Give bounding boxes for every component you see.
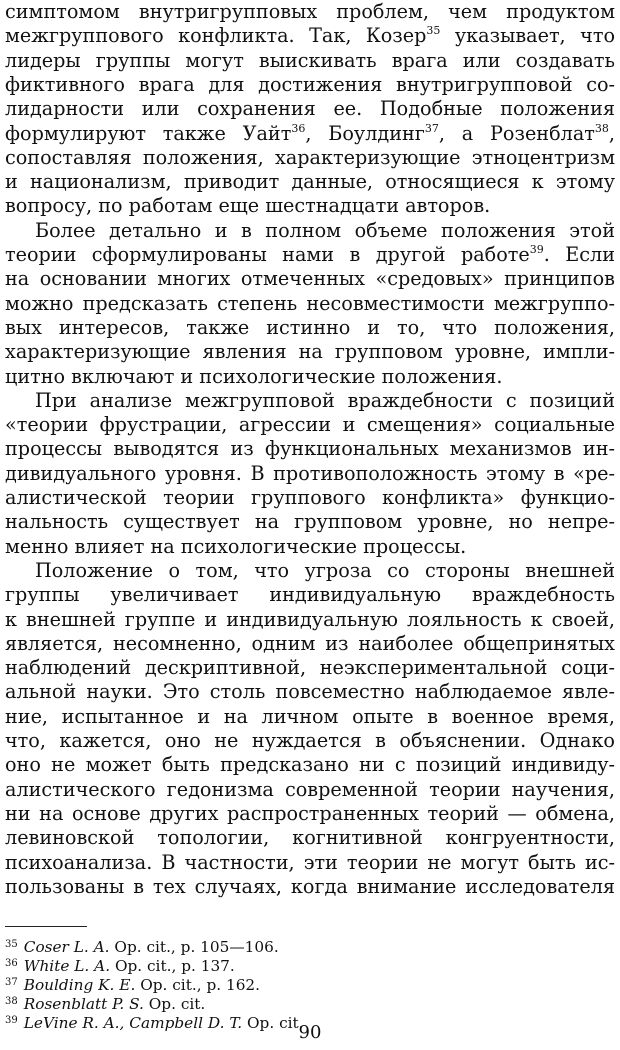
text-line [5, 729, 615, 753]
footnote-divider [5, 926, 87, 927]
text-line [5, 122, 615, 146]
text-run: процессы выводятся из функциональных механизмов ин- [5, 437, 615, 461]
text-line [5, 826, 615, 850]
text-line [5, 49, 615, 73]
footnote-reference: Op. cit., p. 162. [140, 976, 261, 994]
text-line [5, 851, 615, 875]
text-run: группы увеличивает индивидуальную враждебность [5, 583, 615, 607]
text-run: лидарности или сохранения ее. Подобные положения [5, 97, 615, 121]
text-line [5, 778, 615, 802]
footnote-ref[interactable]: 39 [529, 243, 544, 256]
footnote-author: Coser L. A. [23, 938, 110, 956]
text-line [5, 486, 615, 510]
text-run: вых интересов, также истинно и то, что положения, [5, 315, 615, 339]
text-run: на основании многих отмеченных «средовых» принципов [5, 267, 615, 291]
text-line [5, 705, 615, 729]
footnote-ref[interactable]: 36 [291, 121, 306, 135]
text-run: цитно включают и психологические положения. [5, 364, 503, 388]
text-line [5, 73, 615, 97]
text-run: к внешней группе и индивидуальную лояльность к своей, [5, 607, 615, 631]
text-line [5, 656, 615, 680]
text-line [5, 632, 615, 656]
text-line [5, 243, 615, 267]
text-line [5, 219, 615, 243]
text-line [5, 194, 615, 218]
text-run: алистического гедонизма современной теории научения, [5, 777, 615, 801]
text-run: является, несомненно, одним из наиболее общепринятых [5, 631, 615, 655]
page-number: 90 [298, 1022, 322, 1043]
text-run: альной науки. Это столь повсеместно наблюдаемое явле- [5, 680, 615, 704]
text-run: наблюдений дескриптивной, неэкспериментальной соци- [5, 656, 615, 680]
footnote-ref[interactable]: 35 [426, 24, 441, 38]
text-run: симптомом внутригрупповых проблем, чем продуктом [5, 0, 615, 23]
footnote-number: 37 [5, 977, 18, 988]
text-line [5, 170, 615, 194]
text-run: менно влияет на психологические процессы. [5, 534, 467, 558]
footnote-author: Rosenblatt P. S. [23, 995, 144, 1013]
text-run: можно предсказать степень несовместимости межгруппо- [5, 291, 615, 315]
text-run: указывает, что [440, 24, 615, 48]
text-line [5, 413, 615, 437]
text-run: , Боулдинг [305, 121, 425, 145]
text-line [5, 875, 615, 899]
text-line [5, 462, 615, 486]
text-run: нальность существует на групповом уровне, но непре- [5, 510, 615, 534]
text-run: фиктивного врага для достижения внутригрупповой со- [5, 72, 615, 96]
text-run: ни на основе других распространенных теорий — обмена, [5, 801, 615, 825]
text-line [5, 365, 615, 389]
text-run: вопросу, по работам еще шестнадцати авторов. [5, 194, 491, 218]
text-line [5, 608, 615, 632]
footnote-author: Boulding K. E. [23, 976, 136, 994]
text-line [5, 97, 615, 121]
text-run: «теории фрустрации, агрессии и смещения» социальные [5, 413, 615, 437]
text-line [5, 292, 615, 316]
text-line [5, 0, 615, 24]
footnote-reference: Op. cit. [247, 1014, 304, 1032]
text-run: алистической теории группового конфликта» функцио- [5, 486, 615, 509]
footnote-author: LeVine R. A., Campbell D. T. [23, 1014, 243, 1032]
text-line [5, 583, 615, 607]
text-run: , [608, 121, 615, 145]
text-run: , а Розенблат [438, 121, 595, 145]
text-line [5, 680, 615, 704]
text-line [5, 535, 615, 559]
text-line [5, 340, 615, 364]
text-line [5, 316, 615, 340]
text-run: левиновской топологии, когнитивной конгруентности, [5, 826, 615, 850]
footnote-ref[interactable]: 37 [424, 121, 439, 135]
text-run: пользованы в тех случаях, когда внимание исследователя [5, 874, 615, 898]
footnote-number: 36 [5, 958, 18, 969]
text-run: Положение о том, что угроза со стороны внешней [35, 558, 615, 582]
text-run: психоанализа. В частности, эти теории не могут быть ис- [5, 850, 615, 874]
text-run: что, кажется, оно не нуждается в объяснении. Однако [5, 729, 615, 752]
text-run: При анализе межгрупповой враждебности с позиций [35, 388, 615, 412]
text-run: формулируют также Уайт [5, 121, 292, 145]
footnote-reference: Op. cit. [148, 995, 206, 1013]
footnote-reference: Op. cit., p. 137. [114, 957, 235, 975]
text-line [5, 510, 615, 534]
text-line [5, 389, 615, 413]
footnote-author: White L. A. [23, 957, 111, 975]
text-run: характеризующие явления на групповом уровне, импли- [5, 340, 615, 364]
text-run: и национализм, приводит данные, относящиеся к этому [5, 170, 615, 194]
footnote-number: 38 [5, 996, 18, 1007]
text-line [5, 146, 615, 170]
text-run: оно не может быть предсказано ни с позиций индивиду- [5, 753, 615, 777]
text-run: сопоставляя положения, характеризующие этноцентризм [5, 145, 615, 169]
text-run: теории сформулированы нами в другой работе [5, 243, 530, 266]
footnote-ref[interactable]: 38 [594, 121, 609, 135]
text-run: лидеры группы могут выискивать врага или создавать [5, 48, 615, 72]
text-line [5, 559, 615, 583]
footnote-number: 39 [5, 1015, 18, 1026]
text-run: межгруппового конфликта. Так, Козер [5, 24, 427, 48]
text-run: . Если [543, 243, 616, 266]
footnote-reference: Op. cit., p. 105—106. [114, 938, 279, 956]
text-run: Более детально и в полном объеме положения этой [35, 218, 615, 242]
text-run: дивидуального уровня. В противоположность этому в «ре- [5, 461, 615, 485]
footnote-number: 35 [5, 939, 18, 950]
text-run: ние, испытанное и на личном опыте в военное время, [5, 704, 615, 728]
text-line [5, 802, 615, 826]
text-line [5, 437, 615, 461]
text-line [5, 24, 615, 48]
text-line [5, 267, 615, 291]
text-line [5, 753, 615, 777]
